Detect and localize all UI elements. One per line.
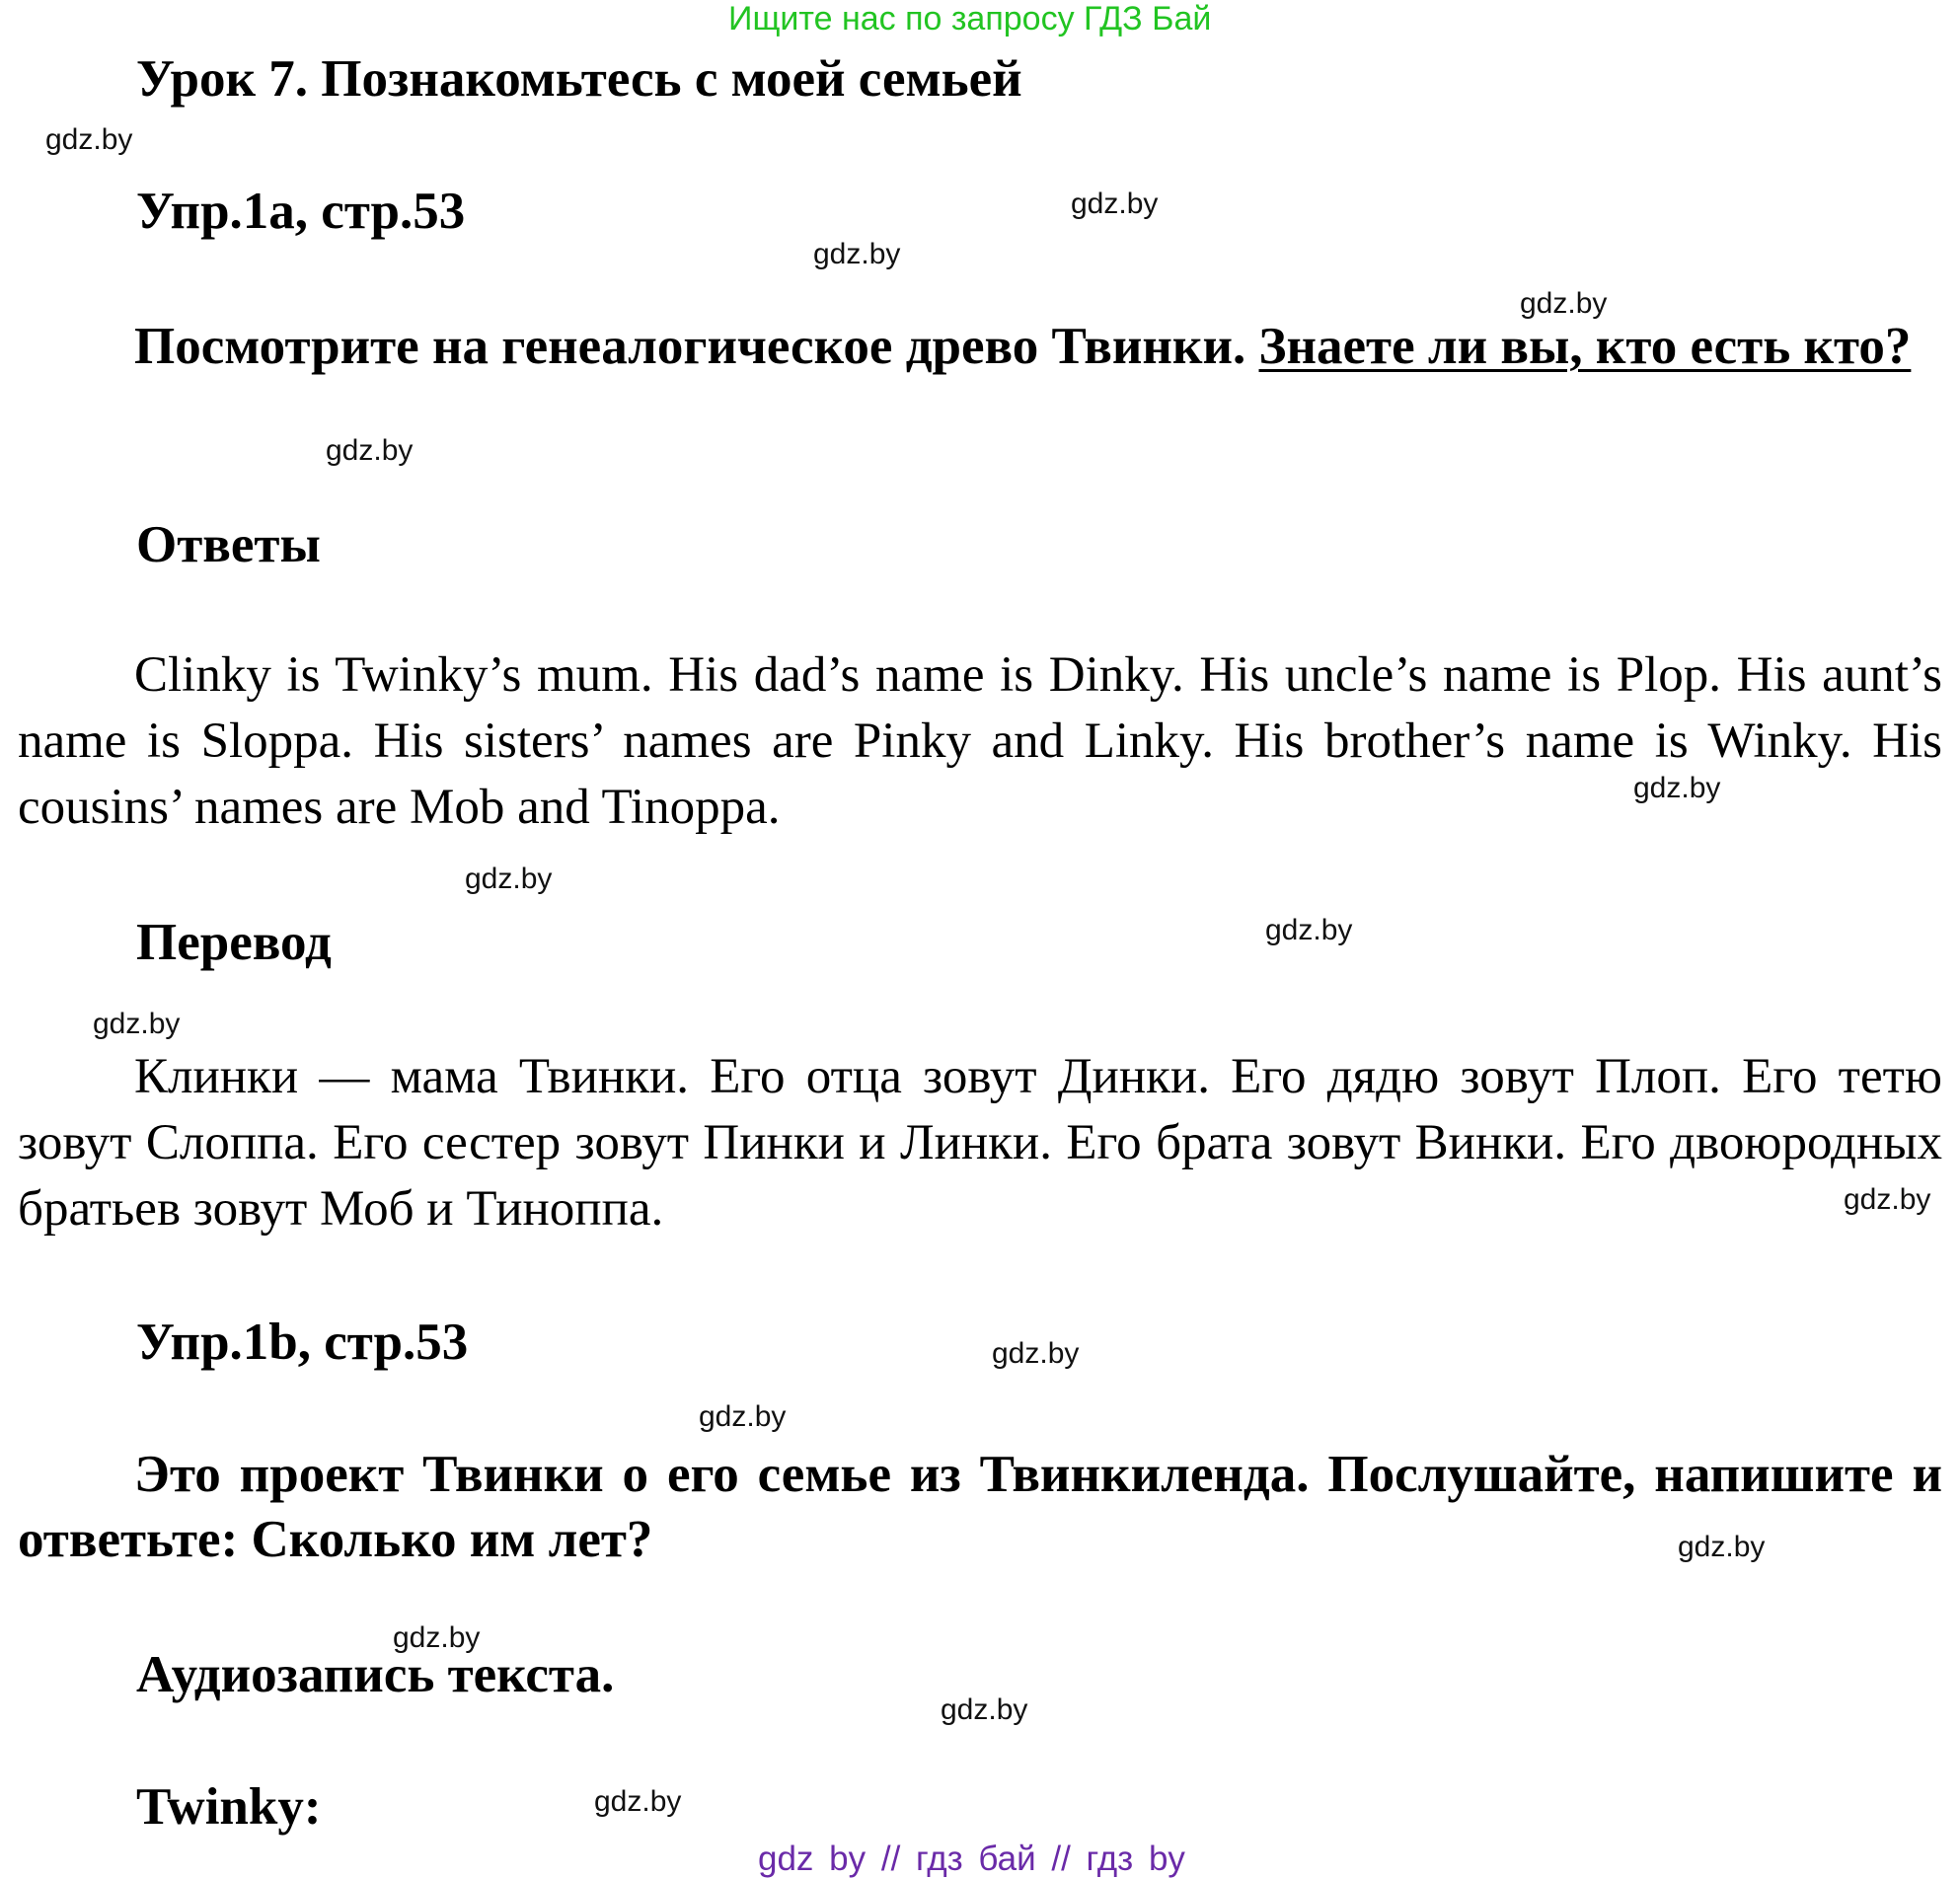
- exercise-1a-task: [18, 314, 1942, 379]
- audio-heading: Аудиозапись текста.: [136, 1646, 615, 1703]
- watermark: gdz.by: [45, 123, 133, 156]
- watermark: gdz.by: [1520, 287, 1608, 320]
- exercise-1a-title: Упр.1а, стр.53: [136, 183, 466, 240]
- watermark: gdz.by: [992, 1337, 1080, 1370]
- translation-heading: Перевод: [136, 914, 332, 971]
- watermark: gdz.by: [326, 434, 414, 467]
- watermark: gdz.by: [1265, 914, 1353, 946]
- translation-paragraph: Клинки — мама Твинки. Его отца зовут Динки. Его дядю зовут Плоп. Его тетю зовут Слоппа. Его сестер зовут Пинки и Линки. Его брата зовут Винки. Его двоюродных братьев зовут Моб и Тиноппа.: [18, 1049, 1942, 1237]
- answers-heading: Ответы: [136, 516, 321, 573]
- watermark: gdz.by: [1633, 772, 1721, 804]
- lesson-title: Урок 7. Познакомьтесь с моей семьей: [136, 50, 1022, 108]
- answer-paragraph: Clinky is Twinky’s mum. His dad’s name is Dinky. His uncle’s name is Plop. His aunt’s name is Sloppa. His sisters’ names are Pinky and Linky. His brother’s name is Winky. His cousins’ names are Mob and Tinoppa.: [18, 647, 1942, 835]
- exercise-1a-task-question: Знаете ли вы, кто есть кто?: [1258, 318, 1912, 375]
- watermark: gdz.by: [1071, 188, 1159, 220]
- exercise-1a-task-text: Посмотрите на генеалогическое древо Твинки.: [134, 318, 1259, 375]
- watermark: gdz.by: [941, 1693, 1028, 1726]
- exercise-1b-task: Это проект Твинки о его семье из Твинкиленда. Послушайте, напишите и ответьте: Сколько им лет?: [18, 1446, 1942, 1568]
- exercise-1b-title: Упр.1b, стр.53: [136, 1314, 469, 1371]
- watermark: gdz.by: [393, 1621, 481, 1654]
- watermark: gdz.by: [594, 1785, 682, 1818]
- watermark: gdz.by: [813, 238, 901, 270]
- speaker-label: Twinky:: [136, 1778, 322, 1836]
- search-banner: Ищите нас по запросу ГДЗ Бай: [728, 0, 1212, 38]
- footer-watermark: gdz by // гдз бай // гдз by: [758, 1840, 1185, 1878]
- watermark: gdz.by: [1678, 1531, 1766, 1563]
- watermark: gdz.by: [465, 863, 553, 895]
- watermark: gdz.by: [1844, 1183, 1931, 1216]
- watermark: gdz.by: [93, 1008, 181, 1040]
- watermark: gdz.by: [699, 1400, 787, 1433]
